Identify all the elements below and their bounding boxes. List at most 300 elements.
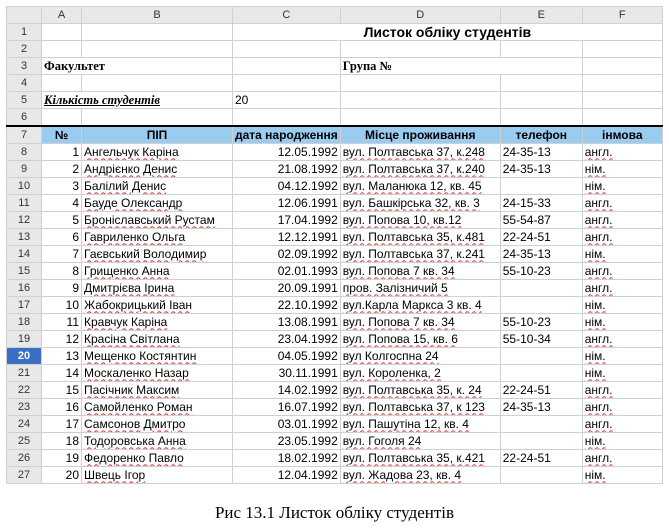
row-header[interactable]: 15	[7, 263, 42, 280]
cell-language[interactable]	[582, 161, 662, 178]
cell-number[interactable]	[42, 331, 82, 348]
cell-address[interactable]	[340, 348, 500, 365]
cell-language[interactable]	[582, 178, 662, 195]
cell-birth-date[interactable]	[233, 144, 341, 161]
table-row	[7, 178, 663, 195]
cell[interactable]	[500, 41, 582, 58]
cell-phone[interactable]	[500, 161, 582, 178]
cell-phone[interactable]	[500, 331, 582, 348]
cell-birth-date[interactable]	[233, 467, 341, 484]
cell[interactable]	[42, 41, 82, 58]
cell-name[interactable]	[82, 144, 233, 161]
cell[interactable]	[42, 75, 82, 92]
cell-phone-text: 22-24-51	[502, 450, 551, 465]
cell-language[interactable]	[582, 416, 662, 433]
cell-number-text: 3	[72, 178, 79, 193]
cell-phone[interactable]	[500, 297, 582, 314]
cell-name-text: Грищенко Анна	[84, 263, 170, 278]
cell-number[interactable]	[42, 195, 82, 212]
cell-name[interactable]	[82, 212, 233, 229]
cell-number-text: 11	[66, 314, 79, 329]
row-header[interactable]: 22	[7, 382, 42, 399]
cell-number[interactable]	[42, 178, 82, 195]
cell-number-text: 13	[65, 348, 79, 363]
cell[interactable]	[582, 58, 662, 75]
cell-number-text: 2	[72, 161, 79, 176]
cell-number[interactable]	[42, 161, 82, 178]
cell-number[interactable]	[42, 297, 82, 314]
row-header[interactable]: 16	[7, 280, 42, 297]
cell-name[interactable]	[82, 314, 233, 331]
cell-address-text: вул. Полтавська 35, к.421	[342, 450, 485, 465]
cell-number[interactable]	[42, 212, 82, 229]
cell-birth-date[interactable]	[233, 348, 341, 365]
row-header[interactable]: 25	[7, 433, 42, 450]
cell-address-text: вул. Гоголя 24	[342, 433, 422, 448]
table-row	[7, 229, 663, 246]
cell-phone[interactable]	[500, 263, 582, 280]
cell-birth-date[interactable]	[233, 161, 341, 178]
table-row	[7, 195, 663, 212]
cell-language-text: англ.	[584, 212, 613, 227]
cell-number[interactable]	[42, 399, 82, 416]
cell-address[interactable]	[340, 144, 500, 161]
row-header[interactable]: 27	[7, 467, 42, 484]
cell-language-text: нім.	[584, 161, 606, 176]
cell[interactable]	[42, 24, 82, 41]
cell-phone[interactable]	[500, 178, 582, 195]
header-number[interactable]: №	[42, 126, 82, 144]
cell-language[interactable]	[582, 433, 662, 450]
row-header[interactable]: 2	[7, 41, 42, 58]
cell-birth-date-text: 22.10.1992	[277, 297, 338, 312]
cell-birth-date-text: 13.08.1991	[277, 314, 338, 329]
cell-birth-date-text: 04.12.1992	[277, 178, 338, 193]
cell-language[interactable]	[582, 365, 662, 382]
cell-language[interactable]	[582, 212, 662, 229]
cell-name-text: Дмитрієва Ірина	[84, 280, 175, 295]
cell-birth-date[interactable]	[233, 399, 341, 416]
cell-address[interactable]	[340, 433, 500, 450]
row-header[interactable]: 3	[7, 58, 42, 75]
cell-name-text: Самойленко Роман	[84, 399, 193, 414]
cell-address[interactable]	[340, 229, 500, 246]
cell[interactable]	[500, 75, 582, 92]
cell-number-text: 8	[72, 263, 79, 278]
cell-name-text: Красіна Світлана	[84, 331, 180, 346]
cell-language-text: нім.	[584, 297, 606, 312]
row-header[interactable]: 4	[7, 75, 42, 92]
cell-address[interactable]	[340, 212, 500, 229]
cell-address[interactable]	[340, 382, 500, 399]
cell[interactable]	[233, 41, 341, 58]
cell-name[interactable]	[82, 416, 233, 433]
cell-language-text: нім.	[584, 246, 606, 261]
header-address[interactable]: Місце проживання	[340, 126, 500, 144]
cell-number[interactable]	[42, 416, 82, 433]
table-row	[7, 399, 663, 416]
cell-birth-date-text: 20.09.1991	[277, 280, 338, 295]
cell-language-text: англ.	[584, 450, 613, 465]
cell-number-text: 7	[72, 246, 79, 261]
cell-birth-date-text: 17.04.1992	[277, 212, 338, 227]
cell-address-text: вул. Полтавська 37, к.248	[342, 144, 485, 159]
cell-address[interactable]	[340, 365, 500, 382]
cell-name-text: Андрієнко Денис	[84, 161, 178, 176]
cell-phone-text: 24-35-13	[502, 399, 551, 414]
header-name[interactable]: ПІП	[82, 126, 233, 144]
cell-phone-text: 55-10-23	[502, 263, 551, 278]
cell-language[interactable]	[582, 467, 662, 484]
cell-address[interactable]	[340, 161, 500, 178]
cell-language-text: англ.	[584, 263, 613, 278]
cell-name-text: Кравчук Каріна	[84, 314, 168, 329]
row-header[interactable]: 12	[7, 212, 42, 229]
cell-number[interactable]	[42, 433, 82, 450]
cell-language-text: нім.	[584, 178, 606, 193]
cell-number[interactable]	[42, 450, 82, 467]
cell-address-text: вул. Попова 7 кв. 34	[342, 263, 455, 278]
cell-birth-date[interactable]	[233, 382, 341, 399]
cell-address-text: вул. Полтавська 37, к.240	[342, 161, 485, 176]
cell-name[interactable]	[82, 365, 233, 382]
cell-number[interactable]	[42, 365, 82, 382]
cell-name-text: Бауде Олександр	[84, 195, 183, 210]
cell-language[interactable]	[582, 450, 662, 467]
column-header-e[interactable]: E	[500, 7, 582, 24]
cell-name[interactable]	[82, 467, 233, 484]
cell-number-text: 14	[65, 365, 79, 380]
cell-address[interactable]	[340, 263, 500, 280]
cell-language[interactable]	[582, 314, 662, 331]
cell-name[interactable]	[82, 246, 233, 263]
cell-birth-date-text: 03.01.1992	[277, 416, 338, 431]
row-header[interactable]: 19	[7, 331, 42, 348]
cell-language[interactable]	[582, 195, 662, 212]
cell-birth-date-text: 30.11.1991	[278, 365, 338, 380]
cell-number-text: 17	[65, 416, 79, 431]
row-header[interactable]: 18	[7, 314, 42, 331]
cell-phone[interactable]	[500, 365, 582, 382]
cell-phone[interactable]	[500, 314, 582, 331]
cell-number[interactable]	[42, 246, 82, 263]
cell-address-text: вул. Полтавська 37, к.241	[342, 246, 485, 261]
cell-birth-date-text: 16.07.1992	[277, 399, 338, 414]
cell-phone[interactable]	[500, 433, 582, 450]
cell-name[interactable]	[82, 178, 233, 195]
cell-phone[interactable]	[500, 229, 582, 246]
cell-language-text: англ.	[584, 382, 613, 397]
row-header[interactable]: 23	[7, 399, 42, 416]
cell-language[interactable]	[582, 382, 662, 399]
cell[interactable]	[233, 109, 341, 127]
cell-address[interactable]	[340, 297, 500, 314]
cell-number[interactable]	[42, 229, 82, 246]
cell[interactable]	[82, 41, 233, 58]
cell-address[interactable]	[340, 331, 500, 348]
cell-language-text: нім.	[584, 348, 606, 363]
cell-birth-date[interactable]	[233, 246, 341, 263]
row-header[interactable]: 13	[7, 229, 42, 246]
row-header[interactable]: 1	[7, 24, 42, 41]
cell-name[interactable]	[82, 280, 233, 297]
cell[interactable]	[42, 109, 82, 127]
cell-name[interactable]	[82, 331, 233, 348]
student-count-value[interactable]: 20	[233, 92, 341, 109]
cell[interactable]	[582, 41, 662, 58]
cell-birth-date-text: 23.05.1992	[277, 433, 338, 448]
column-header-c[interactable]: C	[233, 7, 341, 24]
cell-address-text: пров. Залізничий 5	[342, 280, 448, 295]
cell-number-text: 5	[72, 212, 79, 227]
cell-birth-date[interactable]	[233, 263, 341, 280]
cell-birth-date-text: 04.05.1992	[277, 348, 338, 363]
cell-birth-date[interactable]	[233, 212, 341, 229]
group-label[interactable]: Група №	[340, 58, 582, 75]
cell-language[interactable]	[582, 399, 662, 416]
cell-name-text: Тодоровська Анна	[84, 433, 186, 448]
cell-birth-date[interactable]	[233, 450, 341, 467]
cell-number-text: 10	[65, 297, 79, 312]
cell-birth-date[interactable]	[233, 314, 341, 331]
table-row	[7, 331, 663, 348]
column-header-f[interactable]: F	[582, 7, 662, 24]
cell[interactable]	[500, 109, 582, 127]
cell-language-text: англ.	[584, 416, 613, 431]
cell-address-text: вул. Полтавська 35, к. 24	[342, 382, 482, 397]
cell-name[interactable]	[82, 382, 233, 399]
table-row	[7, 382, 663, 399]
cell-address-text: вул. Жадова 23, кв. 4	[342, 467, 462, 482]
cell-phone[interactable]	[500, 195, 582, 212]
cell-birth-date-text: 02.01.1993	[277, 263, 338, 278]
row-header[interactable]: 26	[7, 450, 42, 467]
sheet-title[interactable]: Листок обліку студентів	[233, 24, 663, 41]
table-row	[7, 161, 663, 178]
cell-name[interactable]	[82, 348, 233, 365]
cell-name[interactable]	[82, 263, 233, 280]
cell-birth-date-text: 14.02.1992	[277, 382, 338, 397]
header-phone[interactable]: телефон	[500, 126, 582, 144]
cell-name[interactable]	[82, 297, 233, 314]
cell-phone[interactable]	[500, 399, 582, 416]
cell-birth-date[interactable]	[233, 416, 341, 433]
row-header[interactable]: 11	[7, 195, 42, 212]
cell-birth-date-text: 18.02.1992	[277, 450, 338, 465]
cell-phone[interactable]	[500, 450, 582, 467]
cell-language[interactable]	[582, 348, 662, 365]
cell-address[interactable]	[340, 416, 500, 433]
spreadsheet-grid	[6, 6, 663, 484]
select-all-corner[interactable]	[7, 7, 42, 24]
cell-number-text: 19	[65, 450, 79, 465]
cell-address-text: вул. Попова 10, кв.12	[342, 212, 462, 227]
cell-address-text: вул. Маланюка 12, кв. 45	[342, 178, 482, 193]
cell-phone-text: 24-35-13	[502, 144, 551, 159]
cell[interactable]	[500, 92, 582, 109]
cell-number-text: 18	[65, 433, 79, 448]
row-header[interactable]: 14	[7, 246, 42, 263]
cell[interactable]	[340, 75, 500, 92]
cell-language[interactable]	[582, 297, 662, 314]
cell-birth-date[interactable]	[233, 331, 341, 348]
cell-phone-text: 55-54-87	[502, 212, 551, 227]
cell-number[interactable]	[42, 263, 82, 280]
cell-name[interactable]	[82, 450, 233, 467]
cell-birth-date[interactable]	[233, 195, 341, 212]
cell-name-text: Броніславський Рустам	[84, 212, 215, 227]
cell-address[interactable]	[340, 280, 500, 297]
cell-phone-text: 24-35-13	[502, 161, 551, 176]
cell[interactable]	[340, 109, 500, 127]
cell-language[interactable]	[582, 280, 662, 297]
cell-birth-date-text: 21.08.1992	[277, 161, 338, 176]
cell-number-text: 16	[65, 399, 79, 414]
cell-name[interactable]	[82, 229, 233, 246]
cell-phone-text: 55-10-34	[502, 331, 551, 346]
cell-language-text: англ.	[584, 229, 613, 244]
cell-name-text: Мещенко Костянтин	[84, 348, 197, 363]
cell-phone[interactable]	[500, 246, 582, 263]
cell-phone[interactable]	[500, 212, 582, 229]
cell-birth-date[interactable]	[233, 178, 341, 195]
table-row	[7, 297, 663, 314]
cell-address-text: вул.Карла Маркса 3 кв. 4	[342, 297, 482, 312]
cell-phone-text: 22-24-51	[502, 229, 551, 244]
cell-name[interactable]	[82, 195, 233, 212]
cell-phone[interactable]	[500, 348, 582, 365]
cell-number-text: 1	[72, 144, 79, 159]
table-row	[7, 467, 663, 484]
cell-number[interactable]	[42, 280, 82, 297]
row-header[interactable]: 7	[7, 126, 42, 144]
cell-name-text: Жабокрицький Іван	[84, 297, 193, 312]
cell-number-text: 20	[65, 467, 79, 482]
cell[interactable]	[582, 92, 662, 109]
header-language[interactable]: інмова	[582, 126, 662, 144]
cell-address[interactable]	[340, 178, 500, 195]
cell-birth-date[interactable]	[233, 433, 341, 450]
cell-birth-date[interactable]	[233, 365, 341, 382]
cell-birth-date[interactable]	[233, 280, 341, 297]
cell-language-text: англ.	[584, 144, 613, 159]
row-header[interactable]: 9	[7, 161, 42, 178]
cell-birth-date-text: 23.04.1992	[277, 331, 338, 346]
cell-phone[interactable]	[500, 144, 582, 161]
cell-address[interactable]	[340, 246, 500, 263]
cell-address-text: вул. Полтавська 37, к 123	[342, 399, 485, 414]
cell[interactable]	[82, 24, 233, 41]
cell-birth-date[interactable]	[233, 297, 341, 314]
cell-language[interactable]	[582, 263, 662, 280]
table-row	[7, 212, 663, 229]
cell-number[interactable]	[42, 382, 82, 399]
row-header[interactable]: 8	[7, 144, 42, 161]
row-header[interactable]: 20	[7, 348, 42, 365]
cell-language-text: англ.	[584, 280, 613, 295]
column-header-row	[7, 7, 663, 24]
cell[interactable]	[82, 75, 233, 92]
table-row	[7, 365, 663, 382]
cell-language[interactable]	[582, 144, 662, 161]
column-header-b[interactable]: B	[82, 7, 233, 24]
cell[interactable]	[340, 41, 500, 58]
faculty-label[interactable]: Факультет	[42, 58, 233, 75]
cell-address-text: вул. Попова 15, кв. 6	[342, 331, 458, 346]
cell[interactable]	[233, 58, 341, 75]
student-count-label[interactable]: Кількість студентів	[42, 92, 233, 109]
cell-number[interactable]	[42, 348, 82, 365]
cell-number-text: 12	[65, 331, 79, 346]
cell[interactable]	[82, 109, 233, 127]
cell-name-text: Москаленко Назар	[84, 365, 189, 380]
cell-name-text: Гавриленко Ольга	[84, 229, 186, 244]
cell-language-text: нім.	[584, 314, 606, 329]
cell-number[interactable]	[42, 144, 82, 161]
row-header[interactable]: 21	[7, 365, 42, 382]
cell-language[interactable]	[582, 229, 662, 246]
row-header[interactable]: 17	[7, 297, 42, 314]
cell-language[interactable]	[582, 246, 662, 263]
cell-name-text: Балілий Денис	[84, 178, 167, 193]
row-header[interactable]: 6	[7, 109, 42, 127]
cell-birth-date[interactable]	[233, 229, 341, 246]
cell-name-text: Пасічник Максим	[84, 382, 180, 397]
row-header[interactable]: 24	[7, 416, 42, 433]
cell-address-text: вул. Полтавська 35, к.481	[342, 229, 485, 244]
cell-phone[interactable]	[500, 467, 582, 484]
cell-address[interactable]	[340, 450, 500, 467]
cell-language-text: нім.	[584, 365, 606, 380]
row-header[interactable]: 5	[7, 92, 42, 109]
cell-birth-date-text: 12.04.1992	[277, 467, 338, 482]
column-header-d[interactable]: D	[340, 7, 500, 24]
cell-address[interactable]	[340, 314, 500, 331]
cell-language[interactable]	[582, 331, 662, 348]
cell[interactable]	[340, 92, 500, 109]
cell-number[interactable]	[42, 467, 82, 484]
cell-number-text: 15	[65, 382, 79, 397]
cell[interactable]	[582, 109, 662, 127]
cell-birth-date-text: 12.12.1991	[277, 229, 338, 244]
cell-phone[interactable]	[500, 382, 582, 399]
table-row	[7, 263, 663, 280]
cell-address[interactable]	[340, 467, 500, 484]
cell-address-text: вул. Пашутіна 12, кв. 4	[342, 416, 469, 431]
cell-phone[interactable]	[500, 280, 582, 297]
cell-name[interactable]	[82, 433, 233, 450]
row-header[interactable]: 10	[7, 178, 42, 195]
cell-name[interactable]	[82, 161, 233, 178]
column-header-a[interactable]: A	[42, 7, 82, 24]
table-row	[7, 314, 663, 331]
cell-phone[interactable]	[500, 416, 582, 433]
cell[interactable]	[233, 75, 341, 92]
header-birth-date[interactable]: дата народження	[233, 126, 341, 144]
cell-address[interactable]	[340, 399, 500, 416]
cell-address-text: вул. Башкірська 32, кв. 3	[342, 195, 480, 210]
cell-name-text: Федоренко Павло	[84, 450, 184, 465]
cell-language-text: нім.	[584, 467, 606, 482]
table-row	[7, 246, 663, 263]
cell-phone-text: 55-10-23	[502, 314, 551, 329]
cell-name-text: Гаєвський Володимир	[84, 246, 207, 261]
cell-birth-date-text: 02.09.1992	[277, 246, 338, 261]
cell-name[interactable]	[82, 399, 233, 416]
cell-address[interactable]	[340, 195, 500, 212]
cell-number[interactable]	[42, 314, 82, 331]
cell[interactable]	[582, 75, 662, 92]
